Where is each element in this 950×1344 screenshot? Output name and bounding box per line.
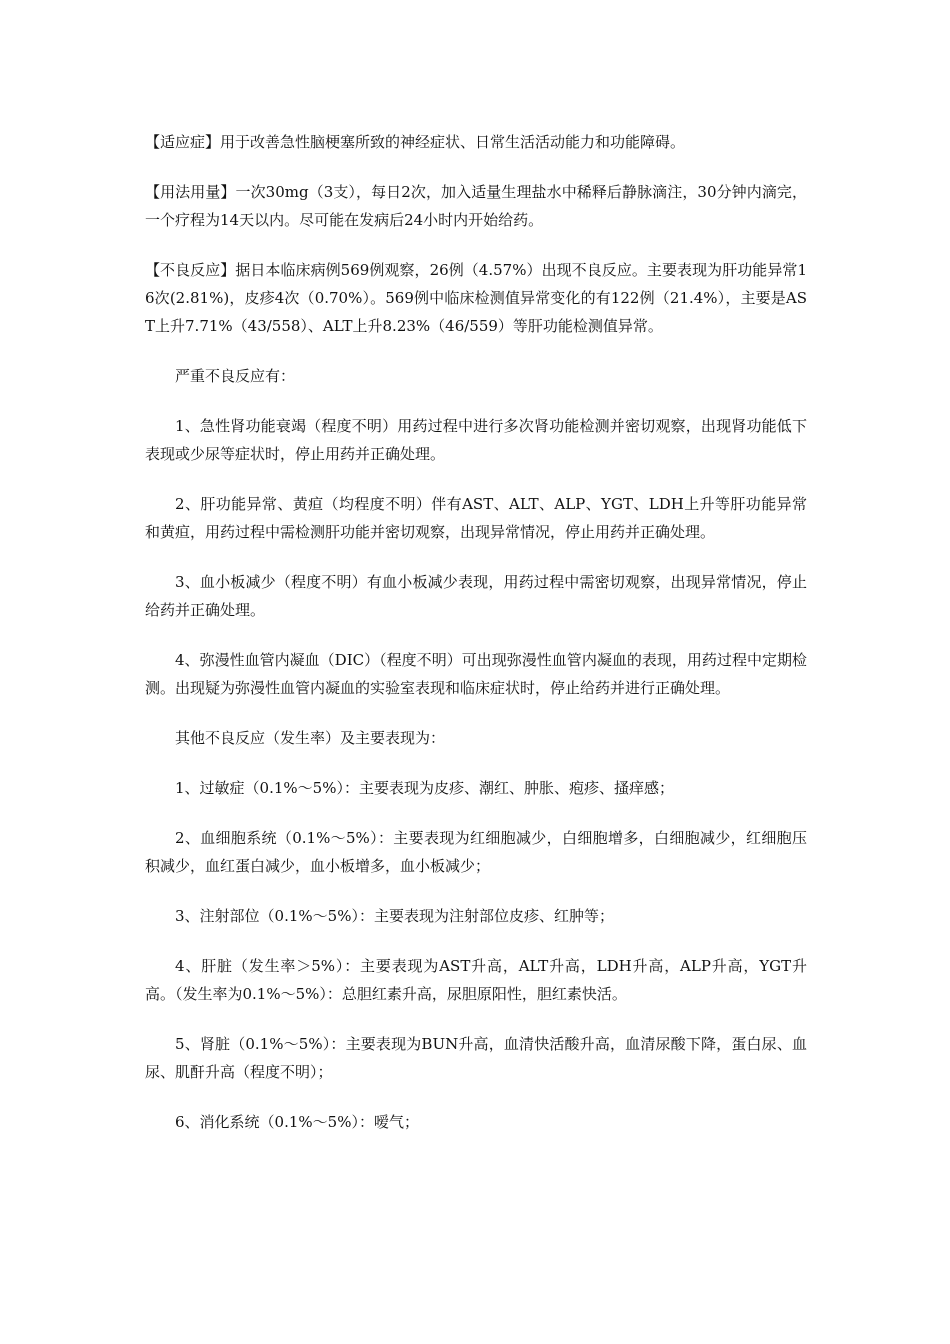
other-reaction-item: 5、肾脏（0.1%～5%）：主要表现为BUN升高，血清快活酸升高，血清尿酸下降，蛋白尿、血尿、肌酐升高（程度不明）；	[145, 1035, 807, 1081]
other-reactions-heading: 其他不良反应（发生率）及主要表现为：	[175, 729, 446, 747]
other-reaction-item: 2、血细胞系统（0.1%～5%）：主要表现为红细胞减少，白细胞增多，白细胞减少，红细胞压积减少，血红蛋白减少，血小板增多，血小板减少；	[145, 829, 807, 875]
indications-paragraph: 【适应症】用于改善急性脑梗塞所致的神经症状、日常生活活动能力和功能障碍。	[145, 133, 686, 151]
adverse-reactions-paragraph: 【不良反应】据日本临床病例569例观察，26例（4.57%）出现不良反应。主要表现为肝功能异常16次(2.81%)，皮疹4次（0.70%）。569例中临床检测值异常变化的有122例（21.4%），主要是AST上升7.71%（43/558）、ALT上升8.23%（46/559）等肝功能检测值异常。	[145, 261, 807, 335]
other-reaction-item: 4、肝脏（发生率＞5%）：主要表现为AST升高，ALT升高，LDH升高，ALP升高，YGT升高。（发生率为0.1%～5%）：总胆红素升高，尿胆原阳性，胆红素快活。	[145, 957, 807, 1003]
serious-reaction-item: 3、血小板减少（程度不明）有血小板减少表现，用药过程中需密切观察，出现异常情况，停止给药并正确处理。	[145, 573, 807, 619]
serious-reactions-heading: 严重不良反应有：	[175, 367, 296, 385]
other-reaction-item: 1、过敏症（0.1%～5%）：主要表现为皮疹、潮红、肿胀、疱疹、搔痒感；	[175, 779, 674, 797]
other-reaction-item: 3、注射部位（0.1%～5%）：主要表现为注射部位皮疹、红肿等；	[175, 907, 614, 925]
dosage-paragraph: 【用法用量】一次30mg（3支），每日2次，加入适量生理盐水中稀释后静脉滴注，30分钟内滴完，一个疗程为14天以内。尽可能在发病后24小时内开始给药。	[145, 183, 807, 229]
serious-reaction-item: 2、肝功能异常、黄疸（均程度不明）伴有AST、ALT、ALP、YGT、LDH上升等肝功能异常和黄疸，用药过程中需检测肝功能并密切观察，出现异常情况，停止用药并正确处理。	[145, 495, 807, 541]
document-page	[145, 128, 807, 1158]
serious-reaction-item: 4、弥漫性血管内凝血（DIC）（程度不明）可出现弥漫性血管内凝血的表现，用药过程中定期检测。出现疑为弥漫性血管内凝血的实验室表现和临床症状时，停止给药并进行正确处理。	[145, 651, 807, 697]
other-reaction-item: 6、消化系统（0.1%～5%）：嗳气；	[175, 1113, 419, 1131]
serious-reaction-item: 1、急性肾功能衰竭（程度不明）用药过程中进行多次肾功能检测并密切观察，出现肾功能低下表现或少尿等症状时，停止用药并正确处理。	[145, 417, 807, 463]
